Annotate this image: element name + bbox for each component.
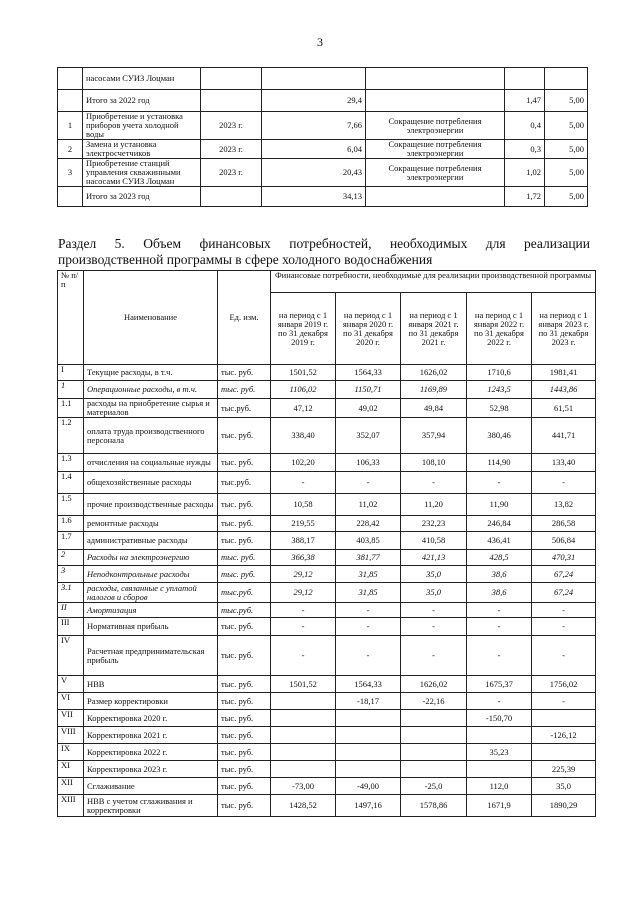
- row-value: [271, 727, 336, 744]
- table-row: [58, 744, 596, 761]
- row-value: [401, 761, 467, 778]
- row-unit: тыс. руб.: [218, 381, 271, 399]
- row-value: 67,24: [532, 566, 596, 583]
- row-value: 49,02: [336, 399, 401, 418]
- row-value: 10,58: [271, 494, 336, 516]
- header-row-group: [58, 271, 596, 293]
- row-value: -: [401, 618, 467, 636]
- financial-needs-table: [57, 270, 596, 817]
- row-unit: тыс. руб.: [218, 494, 271, 516]
- row-unit: тыс.руб.: [218, 603, 271, 618]
- table-row: [58, 676, 596, 693]
- row-value: 421,13: [401, 550, 467, 566]
- row-value: -: [336, 618, 401, 636]
- row-unit: тыс.руб.: [218, 472, 271, 494]
- row-value: 403,85: [336, 532, 401, 550]
- effect-value: [505, 68, 545, 90]
- effect-value: 1,47: [505, 90, 545, 112]
- row-number: 1: [58, 112, 83, 140]
- row-value: -: [401, 636, 467, 676]
- table-row: [58, 381, 596, 399]
- event-amount: [262, 68, 366, 90]
- row-value: 1626,02: [401, 365, 467, 381]
- event-year: [201, 187, 262, 207]
- row-name: Размер корректировки: [84, 693, 218, 710]
- row-value: -: [467, 693, 532, 710]
- row-number: IV: [58, 636, 84, 676]
- row-value: -126,12: [532, 727, 596, 744]
- row-name: оплата труда производственного персонала: [84, 418, 218, 454]
- row-number: I: [58, 365, 84, 381]
- row-unit: тыс. руб.: [218, 566, 271, 583]
- row-name: НВВ с учетом сглаживания и корректировки: [84, 795, 218, 817]
- row-value: 1626,02: [401, 676, 467, 693]
- row-number: II: [58, 603, 84, 618]
- header-num: № п/п: [58, 271, 84, 365]
- row-number: 1.2: [58, 418, 84, 454]
- row-value: 114,90: [467, 454, 532, 472]
- table-row: [58, 418, 596, 454]
- row-value: 11,90: [467, 494, 532, 516]
- table-row: [58, 583, 596, 603]
- row-value: [401, 727, 467, 744]
- table-row: [58, 603, 596, 618]
- row-number: V: [58, 676, 84, 693]
- row-value: 49,84: [401, 399, 467, 418]
- row-value: [336, 727, 401, 744]
- payback-value: 5,00: [545, 90, 588, 112]
- row-value: 470,31: [532, 550, 596, 566]
- row-value: -18,17: [336, 693, 401, 710]
- event-year: [201, 90, 262, 112]
- row-value: [532, 710, 596, 727]
- row-unit: тыс. руб.: [218, 418, 271, 454]
- row-value: 35,0: [532, 778, 596, 795]
- table-row: [58, 550, 596, 566]
- row-number: [58, 187, 83, 207]
- header-period: на период с 1 января 2022 г. по 31 декабря 2022 г.: [467, 293, 532, 365]
- row-value: -: [467, 618, 532, 636]
- row-value: 38,6: [467, 566, 532, 583]
- row-number: 1.5: [58, 494, 84, 516]
- top-table-row: [58, 187, 588, 207]
- row-name: Текущие расходы, в т.ч.: [84, 365, 218, 381]
- row-name: Расчетная предпринимательская прибыль: [84, 636, 218, 676]
- event-amount: 29,4: [262, 90, 366, 112]
- event-name: Приобретение станций управления скважинными насосами СУИЗ Лоцман: [83, 159, 201, 187]
- section-title-line2: производственной программы в сфере холодного водоснабжения: [58, 252, 433, 267]
- row-value: -: [532, 603, 596, 618]
- row-value: 1243,5: [467, 381, 532, 399]
- effect-value: 0,3: [505, 140, 545, 159]
- row-value: 106,33: [336, 454, 401, 472]
- top-events-table: [57, 67, 588, 207]
- event-amount: 20,43: [262, 159, 366, 187]
- row-value: -: [532, 636, 596, 676]
- row-value: 357,94: [401, 418, 467, 454]
- row-name: Сглаживание: [84, 778, 218, 795]
- row-value: -: [467, 472, 532, 494]
- top-table-row: [58, 68, 588, 90]
- header-group: Финансовые потребности, необходимые для реализации производственной программы: [271, 271, 596, 293]
- row-value: 219,55: [271, 516, 336, 532]
- effect-value: 1,02: [505, 159, 545, 187]
- row-value: 286,58: [532, 516, 596, 532]
- table-row: [58, 727, 596, 744]
- row-value: 436,41: [467, 532, 532, 550]
- event-name: насосами СУИЗ Лоцман: [83, 68, 201, 90]
- row-value: [467, 727, 532, 744]
- section-title-line1: Раздел 5. Объем финансовых потребностей, необходимых для реализации: [58, 236, 590, 251]
- table-row: [58, 761, 596, 778]
- table-row: [58, 516, 596, 532]
- row-name: прочие производственные расходы: [84, 494, 218, 516]
- row-unit: тыс. руб.: [218, 795, 271, 817]
- row-value: -: [336, 472, 401, 494]
- row-value: 108,10: [401, 454, 467, 472]
- table-row: [58, 693, 596, 710]
- table-row: [58, 710, 596, 727]
- table-row: [58, 566, 596, 583]
- row-number: 3: [58, 159, 83, 187]
- table-row: [58, 636, 596, 676]
- row-value: [271, 693, 336, 710]
- event-effect: [366, 90, 505, 112]
- row-value: -25,0: [401, 778, 467, 795]
- row-unit: тыс. руб.: [218, 532, 271, 550]
- row-unit: тыс. руб.: [218, 618, 271, 636]
- row-value: -: [532, 472, 596, 494]
- row-value: -73,00: [271, 778, 336, 795]
- row-unit: тыс. руб.: [218, 550, 271, 566]
- row-value: -: [532, 618, 596, 636]
- header-unit: Ед. изм.: [218, 271, 271, 365]
- row-value: -150,70: [467, 710, 532, 727]
- row-name: Корректировка 2023 г.: [84, 761, 218, 778]
- row-number: 3: [58, 566, 84, 583]
- row-value: 1497,16: [336, 795, 401, 817]
- row-number: 1.3: [58, 454, 84, 472]
- row-value: 47,12: [271, 399, 336, 418]
- row-value: 380,46: [467, 418, 532, 454]
- row-value: 1169,89: [401, 381, 467, 399]
- row-number: [58, 90, 83, 112]
- row-unit: тыс. руб.: [218, 727, 271, 744]
- event-name: Замена и установка электросчетчиков: [83, 140, 201, 159]
- row-name: отчисления на социальные нужды: [84, 454, 218, 472]
- row-name: расходы на приобретение сырья и материалов: [84, 399, 218, 418]
- row-value: 102,20: [271, 454, 336, 472]
- row-value: 232,23: [401, 516, 467, 532]
- row-name: Корректировка 2021 г.: [84, 727, 218, 744]
- row-value: 1150,71: [336, 381, 401, 399]
- event-year: 2023 г.: [201, 140, 262, 159]
- table-row: [58, 399, 596, 418]
- row-value: 29,12: [271, 566, 336, 583]
- row-value: 35,23: [467, 744, 532, 761]
- row-value: -: [401, 603, 467, 618]
- page-number: 3: [317, 35, 323, 49]
- row-value: [401, 744, 467, 761]
- top-table-row: [58, 90, 588, 112]
- row-value: -: [271, 618, 336, 636]
- top-table-row: [58, 112, 588, 140]
- event-year: 2023 г.: [201, 112, 262, 140]
- payback-value: 5,00: [545, 159, 588, 187]
- row-value: 1443,86: [532, 381, 596, 399]
- row-value: 1756,02: [532, 676, 596, 693]
- row-value: 29,12: [271, 583, 336, 603]
- payback-value: 5,00: [545, 140, 588, 159]
- table-row: [58, 472, 596, 494]
- row-unit: тыс. руб.: [218, 454, 271, 472]
- row-value: 366,38: [271, 550, 336, 566]
- row-number: 2: [58, 550, 84, 566]
- row-name: Расходы на электроэнергию: [84, 550, 218, 566]
- row-name: ремонтные расходы: [84, 516, 218, 532]
- row-value: 1501,52: [271, 676, 336, 693]
- payback-value: [545, 68, 588, 90]
- row-number: VIII: [58, 727, 84, 744]
- row-value: 11,20: [401, 494, 467, 516]
- row-value: [336, 744, 401, 761]
- row-number: 1.6: [58, 516, 84, 532]
- row-name: Корректировка 2022 г.: [84, 744, 218, 761]
- row-value: 1675,37: [467, 676, 532, 693]
- row-unit: тыс. руб.: [218, 710, 271, 727]
- row-value: 1671,9: [467, 795, 532, 817]
- header-period: на период с 1 января 2023 г. по 31 декабря 2023 г.: [532, 293, 596, 365]
- row-unit: тыс. руб.: [218, 693, 271, 710]
- header-period: на период с 1 января 2021 г. по 31 декабря 2021 г.: [401, 293, 467, 365]
- row-value: 1710,6: [467, 365, 532, 381]
- header-name: Наименование: [84, 271, 218, 365]
- top-table-row: [58, 140, 588, 159]
- row-value: -: [271, 636, 336, 676]
- row-number: XI: [58, 761, 84, 778]
- table-row: [58, 795, 596, 817]
- row-name: Нормативная прибыль: [84, 618, 218, 636]
- event-year: [201, 68, 262, 90]
- top-table-row: [58, 159, 588, 187]
- row-value: 1564,33: [336, 365, 401, 381]
- row-value: -22,16: [401, 693, 467, 710]
- row-value: [401, 710, 467, 727]
- row-unit: тыс.руб.: [218, 399, 271, 418]
- row-value: [271, 744, 336, 761]
- event-name: Итого за 2022 год: [83, 90, 201, 112]
- row-name: расходы, связанные с уплатой налогов и сборов: [84, 583, 218, 603]
- row-unit: тыс.руб.: [218, 583, 271, 603]
- row-number: XIII: [58, 795, 84, 817]
- row-value: 338,40: [271, 418, 336, 454]
- row-name: административные расходы: [84, 532, 218, 550]
- table-row: [58, 454, 596, 472]
- row-value: 35,0: [401, 583, 467, 603]
- event-effect: Сокращение потребления электроэнергии: [366, 112, 505, 140]
- row-unit: тыс. руб.: [218, 516, 271, 532]
- row-name: Амортизация: [84, 603, 218, 618]
- row-value: 112,0: [467, 778, 532, 795]
- row-number: III: [58, 618, 84, 636]
- row-unit: тыс. руб.: [218, 636, 271, 676]
- row-value: -: [271, 472, 336, 494]
- row-value: 67,24: [532, 583, 596, 603]
- row-value: 225,39: [532, 761, 596, 778]
- table-row: [58, 618, 596, 636]
- row-value: [336, 710, 401, 727]
- row-value: -: [336, 636, 401, 676]
- row-value: -: [467, 636, 532, 676]
- row-number: 3.1: [58, 583, 84, 603]
- row-value: -: [467, 603, 532, 618]
- row-value: [271, 761, 336, 778]
- row-value: -49,00: [336, 778, 401, 795]
- row-name: Корректировка 2020 г.: [84, 710, 218, 727]
- row-value: 410,58: [401, 532, 467, 550]
- row-name: Операционные расходы, в т.ч.: [84, 381, 218, 399]
- payback-value: 5,00: [545, 187, 588, 207]
- row-value: -: [336, 603, 401, 618]
- table-row: [58, 532, 596, 550]
- row-name: общехозяйственные расходы: [84, 472, 218, 494]
- row-value: -: [401, 472, 467, 494]
- event-year: 2023 г.: [201, 159, 262, 187]
- row-value: 1578,86: [401, 795, 467, 817]
- table-row: [58, 778, 596, 795]
- row-name: НВВ: [84, 676, 218, 693]
- row-value: 38,6: [467, 583, 532, 603]
- row-number: 1.7: [58, 532, 84, 550]
- row-unit: тыс. руб.: [218, 778, 271, 795]
- row-value: 35,0: [401, 566, 467, 583]
- row-value: 441,71: [532, 418, 596, 454]
- row-value: 381,77: [336, 550, 401, 566]
- row-unit: тыс. руб.: [218, 744, 271, 761]
- row-value: [467, 761, 532, 778]
- header-period: на период с 1 января 2019 г. по 31 декабря 2019 г.: [271, 293, 336, 365]
- row-unit: тыс. руб.: [218, 365, 271, 381]
- event-name: Итого за 2023 год: [83, 187, 201, 207]
- row-number: 1.1: [58, 399, 84, 418]
- row-value: 388,17: [271, 532, 336, 550]
- row-value: 1106,02: [271, 381, 336, 399]
- row-value: 31,85: [336, 583, 401, 603]
- effect-value: 1,72: [505, 187, 545, 207]
- row-number: 2: [58, 140, 83, 159]
- row-value: 506,84: [532, 532, 596, 550]
- row-value: 1501,52: [271, 365, 336, 381]
- event-effect: Сокращение потребления электроэнергии: [366, 159, 505, 187]
- event-effect: [366, 68, 505, 90]
- row-number: XII: [58, 778, 84, 795]
- row-value: 133,40: [532, 454, 596, 472]
- event-effect: [366, 187, 505, 207]
- row-value: 1890,29: [532, 795, 596, 817]
- payback-value: 5,00: [545, 112, 588, 140]
- header-period: на период с 1 января 2020 г. по 31 декабря 2020 г.: [336, 293, 401, 365]
- row-name: Неподконтрольные расходы: [84, 566, 218, 583]
- row-value: 52,98: [467, 399, 532, 418]
- effect-value: 0,4: [505, 112, 545, 140]
- row-number: [58, 68, 83, 90]
- row-value: 428,5: [467, 550, 532, 566]
- row-value: [336, 761, 401, 778]
- row-value: -: [271, 603, 336, 618]
- row-unit: тыс. руб.: [218, 761, 271, 778]
- row-value: 1428,52: [271, 795, 336, 817]
- row-number: IX: [58, 744, 84, 761]
- row-value: [271, 710, 336, 727]
- event-amount: 7,66: [262, 112, 366, 140]
- row-number: VII: [58, 710, 84, 727]
- row-value: 11,02: [336, 494, 401, 516]
- event-amount: 34,13: [262, 187, 366, 207]
- row-value: 1981,41: [532, 365, 596, 381]
- row-value: 246,84: [467, 516, 532, 532]
- row-unit: тыс. руб.: [218, 676, 271, 693]
- row-number: VI: [58, 693, 84, 710]
- table-row: [58, 365, 596, 381]
- row-value: [532, 744, 596, 761]
- event-effect: Сокращение потребления электроэнергии: [366, 140, 505, 159]
- row-value: 13,82: [532, 494, 596, 516]
- row-value: 352,07: [336, 418, 401, 454]
- row-value: 31,85: [336, 566, 401, 583]
- row-value: -: [532, 693, 596, 710]
- event-name: Приобретение и установка приборов учета холодной воды: [83, 112, 201, 140]
- row-value: 61,51: [532, 399, 596, 418]
- row-value: 228,42: [336, 516, 401, 532]
- row-number: 1.4: [58, 472, 84, 494]
- table-row: [58, 494, 596, 516]
- row-value: 1564,33: [336, 676, 401, 693]
- row-number: 1: [58, 381, 84, 399]
- event-amount: 6,04: [262, 140, 366, 159]
